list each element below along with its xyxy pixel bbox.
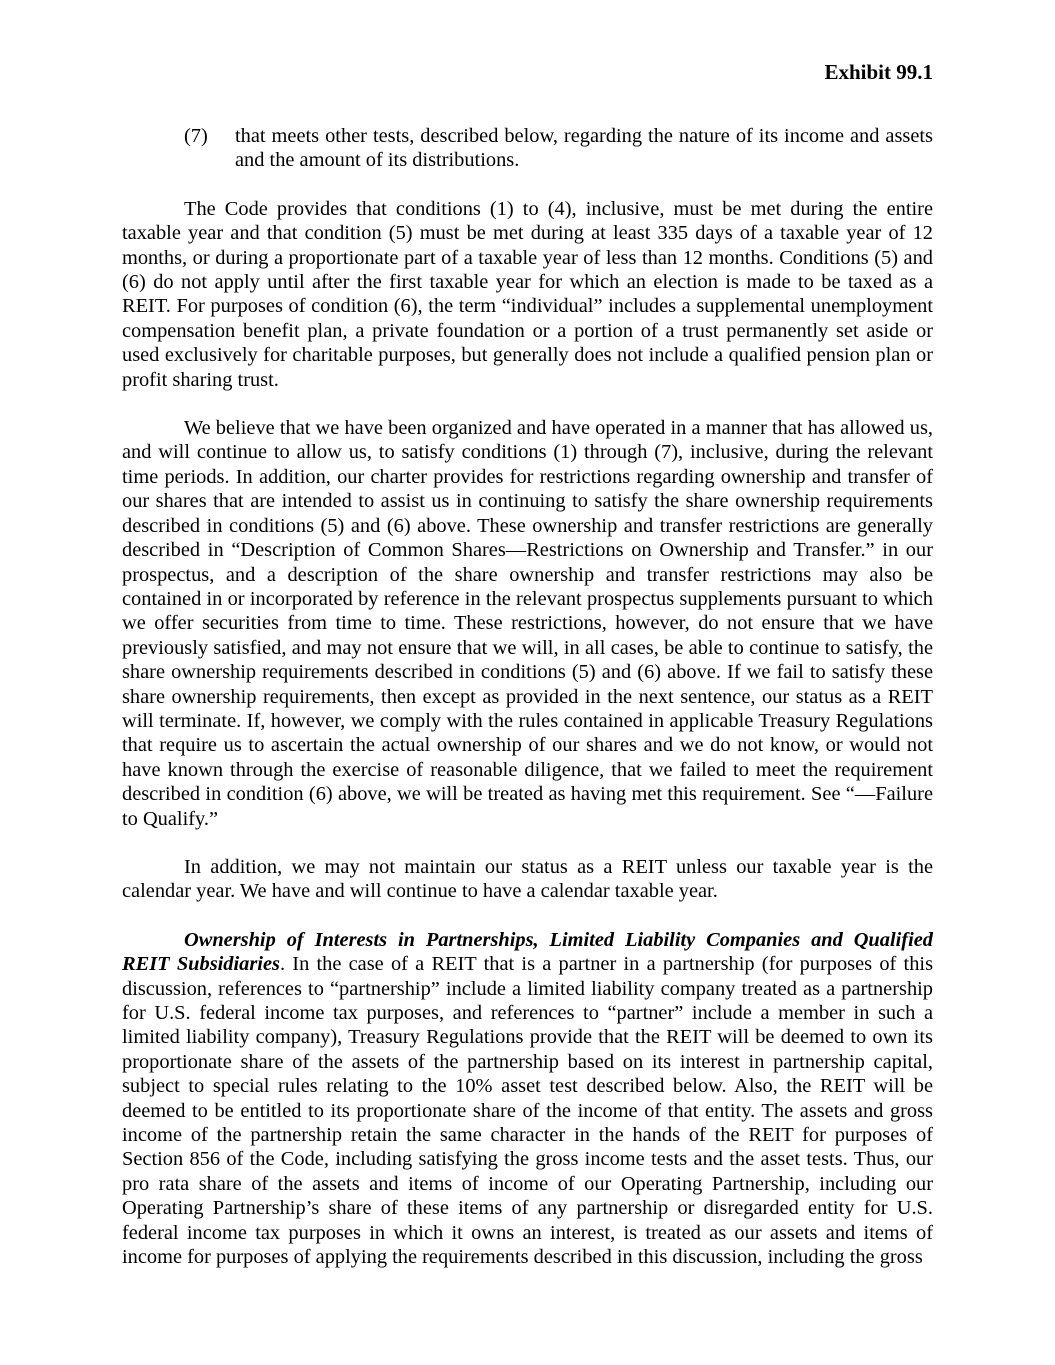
ownership-body-run: . In the case of a REIT that is a partner in a partnership (for purposes of this discussion, references to “partnership” include a limited liability company treated as a partnership for U.S. federal income tax purposes, and references to “partner” include a member in such a limited liability company), Treasury Regulations provide that the REIT will be deemed to own its proportionate share of the assets of the partnership based on its interest in partnership capital, subject to special rules relating to the 10% asset test described below. Also, the REIT will be deemed to be entitled to its proportionate share of the income of that entity. The assets and gross income of the partnership retain the same character in the hands of the REIT for purposes of Section 856 of the Code, including satisfying the gross income tests and the asset tests. Thus, our pro rata share of the assets and items of income of our Operating Partnership, including our Operating Partnership’s share of these items of any partnership or disregarded entity for U.S. federal income tax purposes in which it owns an interest, is treated as our assets and items of income for purposes of applying the requirements described in this discussion, including the gross bbox=[122, 953, 933, 1269]
paragraph-we-believe: We believe that we have been organized and have operated in a manner that has allowed us, and will continue to allow us, to satisfy conditions (1) through (7), inclusive, during the relevant time periods. In addition, our charter provides for restrictions regarding ownership and transfer of our shares that are intended to assist us in continuing to satisfy the share ownership requirements described in conditions (5) and (6) above. These ownership and transfer restrictions are generally described in “Description of Common Shares—Restrictions on Ownership and Transfer.” in our prospectus, and a description of the share ownership and transfer restrictions may also be contained in or incorporated by reference in the relevant prospectus supplements pursuant to which we offer securities from time to time. These restrictions, however, do not ensure that we have previously satisfied, and may not ensure that we will, in all cases, be able to continue to satisfy, the share ownership requirements described in conditions (5) and (6) above. If we fail to satisfy these share ownership requirements, then except as provided in the next sentence, our status as a REIT will terminate. If, however, we comply with the rules contained in applicable Treasury Regulations that require us to ascertain the actual ownership of our shares and we do not know, or would not have known through the exercise of reasonable diligence, that we failed to meet the requirement described in condition (6) above, we will be treated as having met this requirement. See “—Failure to Qualify.” bbox=[122, 417, 933, 830]
paragraph-ownership-of-interests bbox=[122, 928, 933, 1270]
ownership-heading-run: Ownership of Interests in Partnerships, Limited Liability Companies and Qualified REIT Subsidiaries bbox=[122, 928, 933, 976]
paragraph-code-conditions: The Code provides that conditions (1) to (4), inclusive, must be met during the entire taxable year and that condition (5) must be met during at least 335 days of a taxable year of 12 months, or during a proportionate part of a taxable year of less than 12 months. Conditions (5) and (6) do not apply until after the first taxable year for which an election is made to be taxed as a REIT. For purposes of condition (6), the term “individual” includes a supplemental unemployment compensation benefit plan, a private foundation or a portion of a trust permanently set aside or used exclusively for charitable purposes, but generally does not include a qualified pension plan or profit sharing trust. bbox=[122, 197, 933, 391]
item-7-marker: (7) bbox=[184, 125, 208, 147]
exhibit-label: Exhibit 99.1 bbox=[824, 60, 933, 84]
paragraph-calendar-year: In addition, we may not maintain our status as a REIT unless our taxable year is the calendar year. We have and will continue to have a calendar taxable year. bbox=[122, 855, 933, 903]
item-7-text: that meets other tests, described below, regarding the nature of its income and assets and the amount of its distributions. bbox=[235, 125, 933, 172]
numbered-item-7 bbox=[122, 124, 933, 173]
